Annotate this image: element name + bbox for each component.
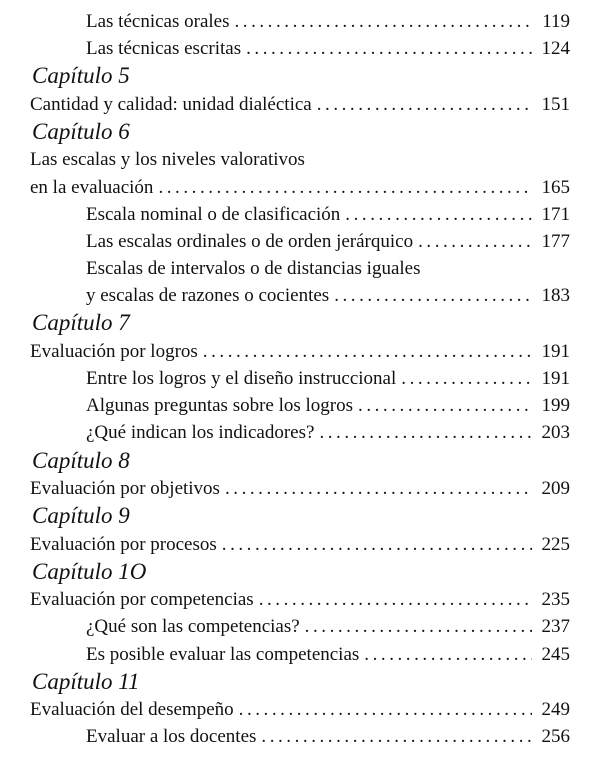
entry-title: Evaluación por objetivos	[30, 478, 220, 499]
chapter-heading	[30, 118, 570, 146]
toc-entry	[30, 282, 570, 309]
chapter-title: Capítulo 9	[32, 503, 130, 529]
entry-title: Las escalas y los niveles valorativos	[30, 149, 305, 171]
dot-leader	[319, 419, 532, 446]
page-number: 203	[541, 422, 570, 444]
toc-entry	[30, 696, 570, 723]
page-number: 245	[541, 643, 570, 665]
page-number: 191	[541, 368, 570, 390]
chapter-title: Capítulo 11	[32, 668, 140, 694]
dot-leader	[259, 586, 532, 613]
dot-leader	[364, 641, 532, 668]
toc-entry	[30, 365, 570, 392]
dot-leader	[246, 35, 532, 62]
entry-title: y escalas de razones o cocientes	[86, 285, 330, 307]
chapter-title: Capítulo 7	[32, 310, 130, 336]
page-number: 177	[541, 230, 570, 252]
chapter-title: Capítulo 5	[32, 63, 130, 89]
entry-title: Las escalas ordinales o de orden jerárquico	[86, 230, 414, 252]
entry-title: Las técnicas orales	[86, 11, 230, 32]
dot-leader	[234, 8, 532, 35]
toc-entry	[30, 613, 570, 640]
chapter-heading	[30, 447, 570, 475]
page-number: 237	[541, 616, 570, 638]
toc-entry	[30, 228, 570, 255]
entry-title: Evaluación del desempeño	[30, 699, 234, 721]
dot-leader	[222, 531, 532, 558]
entry-title: Algunas preguntas sobre los logros	[86, 395, 354, 417]
dot-leader	[203, 338, 532, 365]
dot-leader	[261, 723, 532, 750]
toc-entry	[30, 8, 570, 35]
toc-entry	[30, 586, 570, 613]
page-number: 225	[541, 533, 570, 555]
entry-title: Escala nominal o de clasificación	[86, 203, 341, 225]
entry-title: Evaluación por procesos	[30, 533, 217, 555]
entry-title: Escalas de intervalos o de distancias iguales	[86, 258, 421, 280]
chapter-heading	[30, 309, 570, 337]
page-number: 183	[541, 285, 570, 307]
toc-entry	[30, 531, 570, 558]
dot-leader	[401, 365, 532, 392]
page-number: 151	[541, 93, 570, 115]
chapter-heading	[30, 502, 570, 530]
chapter-heading	[30, 668, 570, 696]
toc-entry	[30, 338, 570, 365]
toc-entry	[30, 641, 570, 668]
toc-entry	[30, 475, 570, 502]
chapter-title: Capítulo 1O	[32, 558, 147, 584]
toc-entry	[30, 723, 570, 750]
entry-title: Cantidad y calidad: unidad dialéctica	[30, 93, 312, 115]
dot-leader	[225, 475, 532, 502]
entry-title: ¿Qué indican los indicadores?	[86, 422, 315, 444]
toc-entry	[30, 91, 570, 118]
chapter-title: Capítulo 8	[32, 447, 130, 473]
entry-title: Entre los logros y el diseño instruccional	[86, 368, 397, 390]
page-number: 171	[541, 203, 570, 225]
chapter-heading	[30, 62, 570, 90]
page-number: 249	[541, 699, 570, 721]
entry-title: Las técnicas escritas	[86, 38, 242, 60]
page-number: 256	[541, 726, 570, 748]
chapter-heading	[30, 558, 570, 586]
dot-leader	[334, 282, 532, 309]
table-of-contents	[30, 8, 570, 750]
toc-entry	[30, 255, 570, 282]
dot-leader	[317, 91, 532, 118]
chapter-title: Capítulo 6	[32, 118, 130, 144]
dot-leader	[358, 392, 532, 419]
page-number: 235	[541, 589, 570, 611]
page-number: 119	[542, 11, 570, 32]
dot-leader	[418, 228, 532, 255]
dot-leader	[305, 613, 532, 640]
dot-leader	[158, 174, 532, 201]
page-number: 209	[541, 478, 570, 499]
entry-title: en la evaluación	[30, 176, 154, 198]
entry-title: Evaluación por competencias	[30, 589, 254, 611]
toc-entry	[30, 174, 570, 201]
page-number: 165	[541, 176, 570, 198]
entry-title: Evaluar a los docentes	[86, 726, 257, 748]
toc-entry	[30, 146, 570, 173]
toc-entry	[30, 35, 570, 62]
page-number: 124	[541, 38, 570, 60]
dot-leader	[345, 201, 532, 228]
toc-entry	[30, 419, 570, 446]
entry-title: Evaluación por logros	[30, 340, 198, 362]
toc-entry	[30, 392, 570, 419]
entry-title: ¿Qué son las competencias?	[86, 616, 300, 638]
entry-title: Es posible evaluar las competencias	[86, 643, 360, 665]
page-number: 199	[541, 395, 570, 417]
page-number: 191	[541, 340, 570, 362]
toc-entry	[30, 201, 570, 228]
dot-leader	[239, 696, 532, 723]
